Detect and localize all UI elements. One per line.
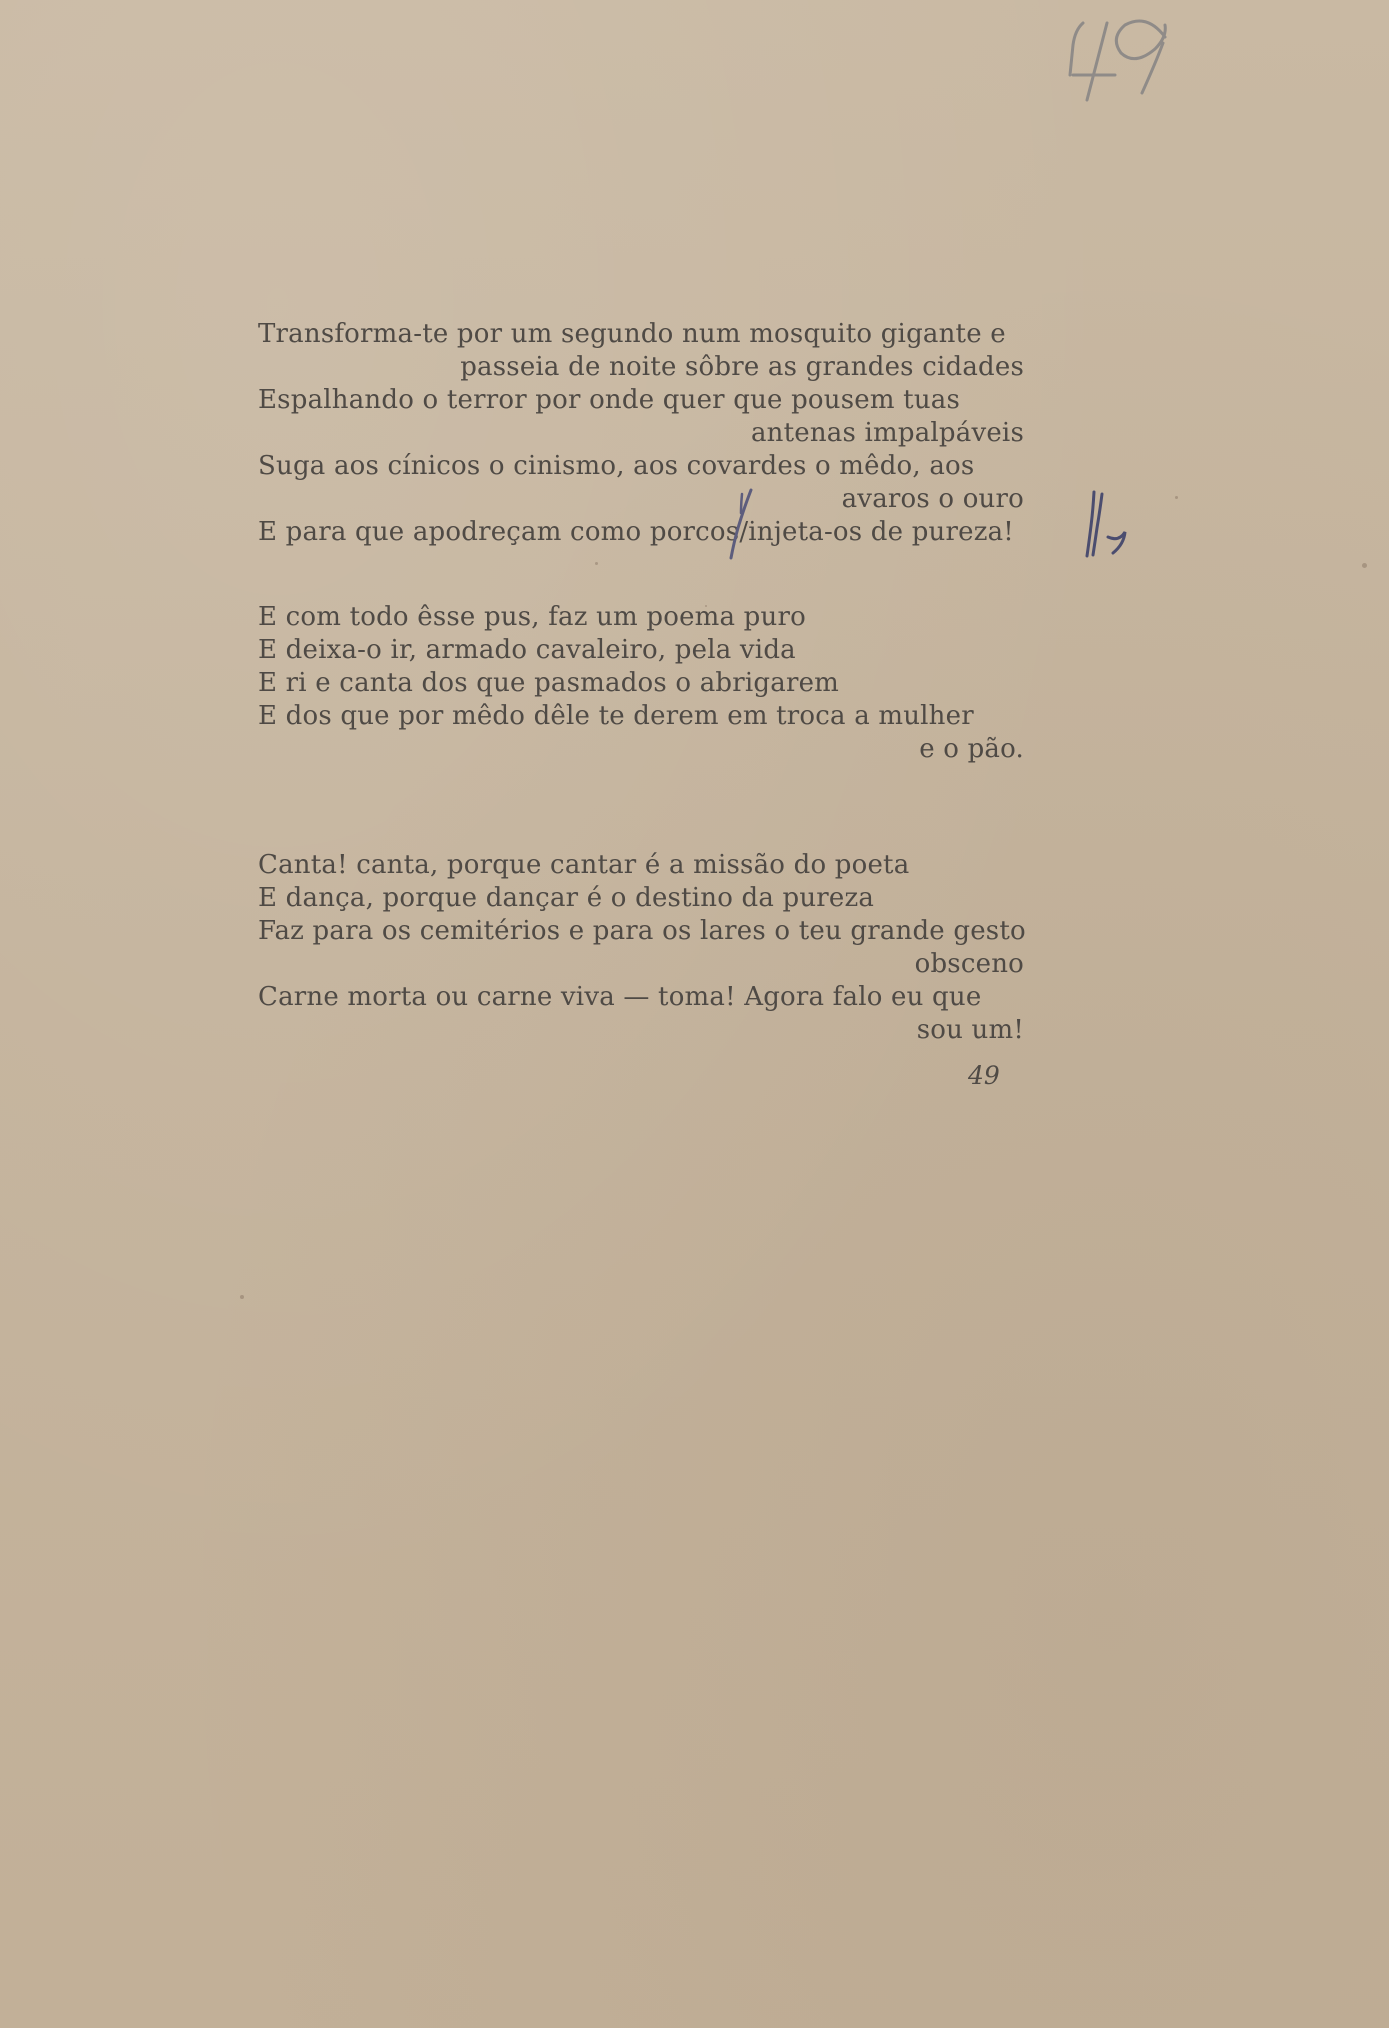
paper-speck bbox=[1175, 496, 1178, 499]
poem-line: Faz para os cemitérios e para os lares o teu grande gesto bbox=[258, 916, 1026, 946]
poem-line: passeia de noite sôbre as grandes cidades bbox=[460, 352, 1024, 382]
poem-stanza bbox=[258, 318, 1028, 549]
poem-line: E deixa-o ir, armado cavaleiro, pela vida bbox=[258, 635, 796, 665]
printed-page-number: 49 bbox=[968, 1061, 1000, 1090]
poem-line: E com todo êsse pus, faz um poema puro bbox=[258, 602, 806, 632]
poem-stanza bbox=[258, 849, 1028, 1047]
poem-line: Carne morta ou carne viva — toma! Agora falo eu que bbox=[258, 982, 982, 1012]
poem-line: Canta! canta, porque cantar é a missão do poeta bbox=[258, 850, 910, 880]
poem-text bbox=[258, 318, 1028, 1047]
poem-line: E dança, porque dançar é o destino da pureza bbox=[258, 883, 875, 913]
paper-speck bbox=[1362, 563, 1367, 568]
handwritten-page-number bbox=[1055, 5, 1235, 115]
poem-line: sou um! bbox=[916, 1015, 1024, 1045]
poem-line: Suga aos cínicos o cinismo, aos covardes o mêdo, aos bbox=[258, 451, 975, 481]
poem-line: obsceno bbox=[914, 949, 1024, 979]
poem-line: e o pão. bbox=[919, 734, 1024, 764]
margin-correction-mark bbox=[1080, 490, 1140, 560]
pen-correction-mark bbox=[724, 488, 758, 562]
poem-line: E para que apodreçam como porcos/injeta-os de pureza! bbox=[258, 517, 1014, 547]
poem-line: E ri e canta dos que pasmados o abrigarem bbox=[258, 668, 840, 698]
poem-stanza bbox=[258, 601, 1028, 766]
poem-line: antenas impalpáveis bbox=[750, 418, 1024, 448]
poem-line: Espalhando o terror por onde quer que pousem tuas bbox=[258, 385, 961, 415]
poem-line: Transforma-te por um segundo num mosquito gigante e bbox=[258, 319, 1006, 349]
poem-line: E dos que por mêdo dêle te derem em troca a mulher bbox=[258, 701, 974, 731]
poem-line: avaros o ouro bbox=[841, 484, 1024, 514]
paper-speck bbox=[240, 1295, 244, 1299]
